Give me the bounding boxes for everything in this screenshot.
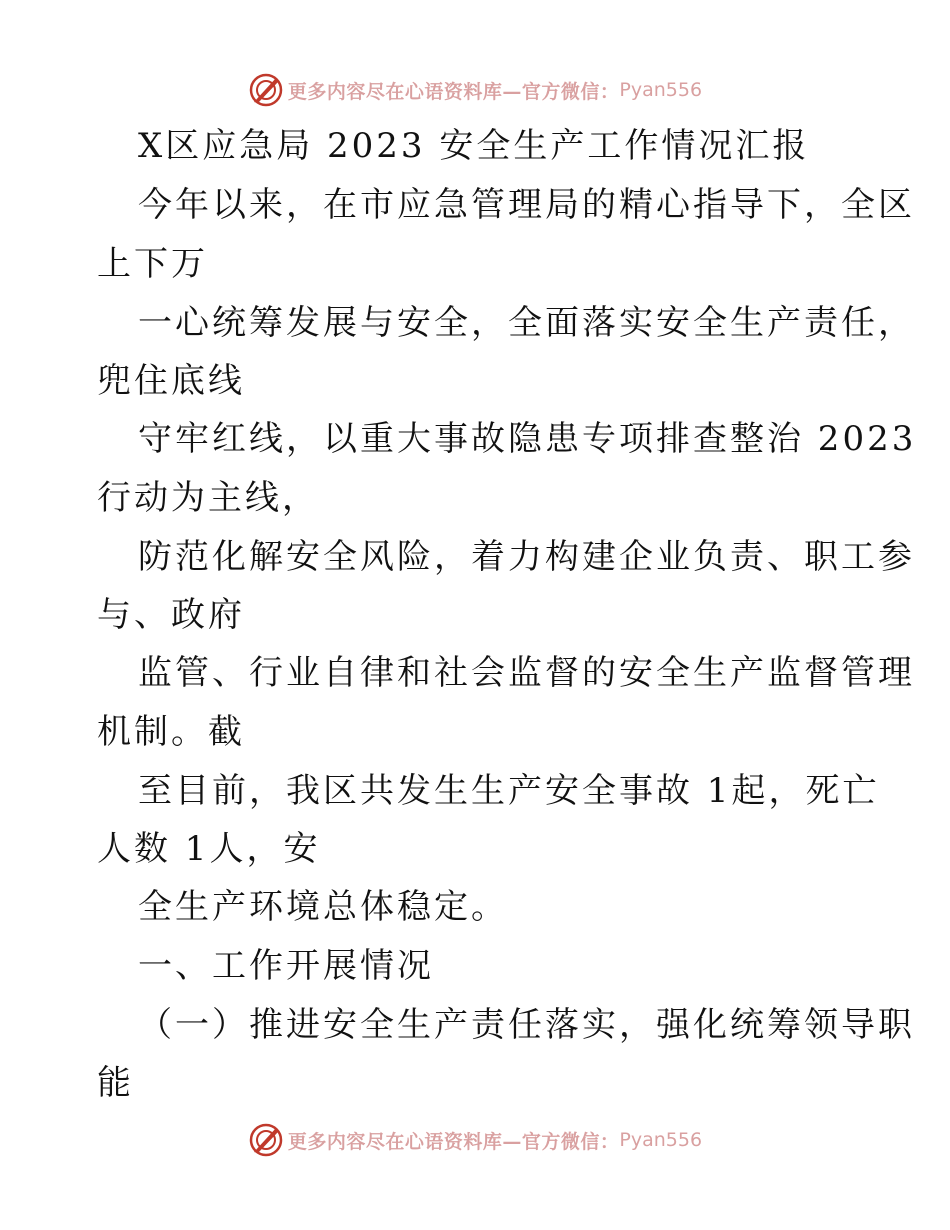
- document-title: X区应急局 2023 安全生产工作情况汇报: [138, 126, 810, 166]
- quill-logo-icon: [248, 72, 284, 108]
- paragraph-line: 机制。截: [97, 712, 245, 752]
- watermark-wechat-id: Pyan556: [619, 79, 703, 101]
- quill-logo-icon: [248, 1122, 284, 1158]
- watermark-text: 更多内容尽在心语资料库—官方微信：: [287, 80, 620, 103]
- subsection-heading: （一）推进安全生产责任落实，强化统筹领导职: [138, 1005, 915, 1045]
- paragraph-line: 全生产环境总体稳定。: [138, 887, 508, 927]
- paragraph-line: 上下万: [97, 244, 208, 284]
- paragraph-line: 兜住底线: [97, 361, 245, 401]
- footer-watermark: [0, 1120, 950, 1160]
- paragraph-line: 行动为主线，: [97, 478, 319, 518]
- paragraph-line: 防范化解安全风险，着力构建企业负责、职工参: [138, 537, 915, 577]
- paragraph-line: 与、政府: [97, 595, 245, 635]
- watermark-text: 更多内容尽在心语资料库—官方微信：: [287, 1130, 620, 1153]
- paragraph-line: 能: [97, 1063, 134, 1103]
- paragraph-line: 人数 1人，安: [97, 829, 321, 869]
- paragraph-line: 今年以来，在市应急管理局的精心指导下，全区: [138, 185, 915, 225]
- paragraph-line: 至目前，我区共发生生产安全事故 1起，死亡: [138, 771, 880, 811]
- paragraph-line: 守牢红线，以重大事故隐患专项排查整治 2023: [138, 419, 917, 459]
- watermark-wechat-id: Pyan556: [619, 1129, 703, 1151]
- section-heading: 一、工作开展情况: [138, 946, 434, 986]
- paragraph-line: 监管、行业自律和社会监督的安全生产监督管理: [138, 653, 915, 693]
- header-watermark: [0, 70, 950, 110]
- paragraph-line: 一心统筹发展与安全，全面落实安全生产责任，: [138, 303, 915, 343]
